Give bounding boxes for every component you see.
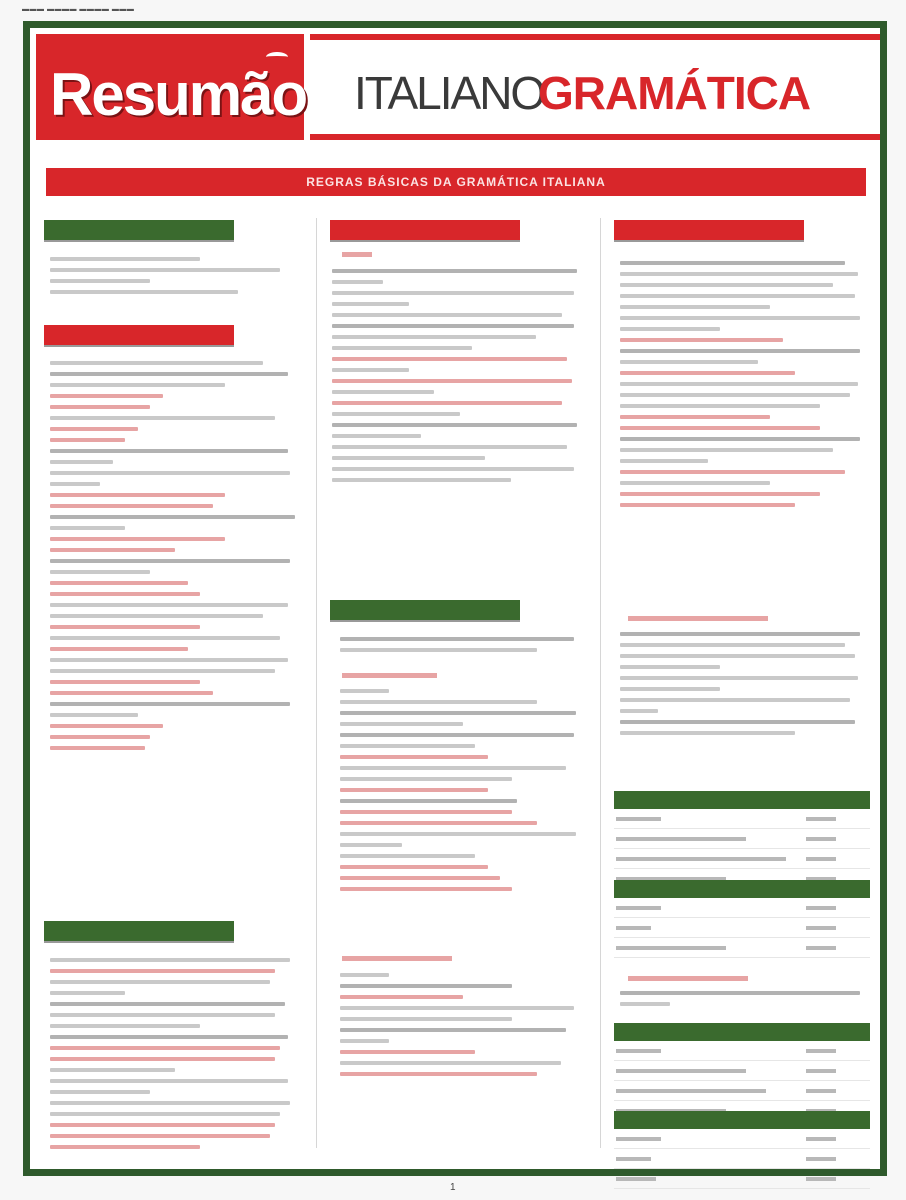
brand-name: Resumão — [50, 61, 307, 128]
section-text — [50, 951, 300, 1156]
subheading — [628, 976, 748, 981]
section-header — [44, 325, 234, 347]
title-subject: GRAMÁTICA — [538, 67, 811, 119]
table-row — [614, 1041, 870, 1061]
table-header — [614, 1111, 870, 1129]
table-row — [614, 829, 870, 849]
page-content — [30, 28, 880, 1169]
section-text — [620, 625, 870, 742]
table-row — [614, 938, 870, 958]
section-text — [340, 630, 586, 659]
table-row — [614, 809, 870, 829]
section-header — [330, 600, 520, 622]
table-row — [614, 1081, 870, 1101]
column-divider — [316, 218, 317, 1148]
top-caption: ▬▬▬ ▬▬▬▬ ▬▬▬▬ ▬▬▬ — [22, 6, 135, 13]
title-box — [310, 34, 880, 140]
table-row — [614, 918, 870, 938]
table — [614, 880, 870, 958]
section-text — [340, 682, 586, 898]
column-divider — [600, 218, 601, 1148]
section-text — [50, 250, 300, 301]
section-header — [44, 921, 234, 943]
section-banner: REGRAS BÁSICAS DA GRAMÁTICA ITALIANA — [46, 168, 866, 196]
table-row — [614, 1149, 870, 1169]
subheading — [342, 252, 372, 257]
table-header — [614, 791, 870, 809]
subheading — [628, 616, 768, 621]
section-header — [614, 220, 804, 242]
table-row — [614, 1129, 870, 1149]
table — [614, 791, 870, 889]
section-header — [330, 220, 520, 242]
header — [34, 32, 880, 144]
subheading — [342, 673, 437, 678]
table-row — [614, 1061, 870, 1081]
brand-logo — [36, 34, 307, 140]
subheading — [342, 956, 452, 961]
page-frame — [23, 21, 887, 1176]
table-header — [614, 880, 870, 898]
table — [614, 1023, 870, 1121]
table-header — [614, 1023, 870, 1041]
table-row — [614, 1169, 870, 1189]
table-row — [614, 849, 870, 869]
section-text — [50, 354, 300, 757]
section-text — [340, 966, 586, 1083]
table — [614, 1111, 870, 1189]
table-row — [614, 898, 870, 918]
section-text — [620, 254, 870, 514]
section-header — [44, 220, 234, 242]
page-number: 1 — [450, 1182, 456, 1193]
section-text — [332, 262, 587, 489]
section-text — [620, 984, 870, 1013]
title-language: ITALIANO — [354, 67, 545, 119]
